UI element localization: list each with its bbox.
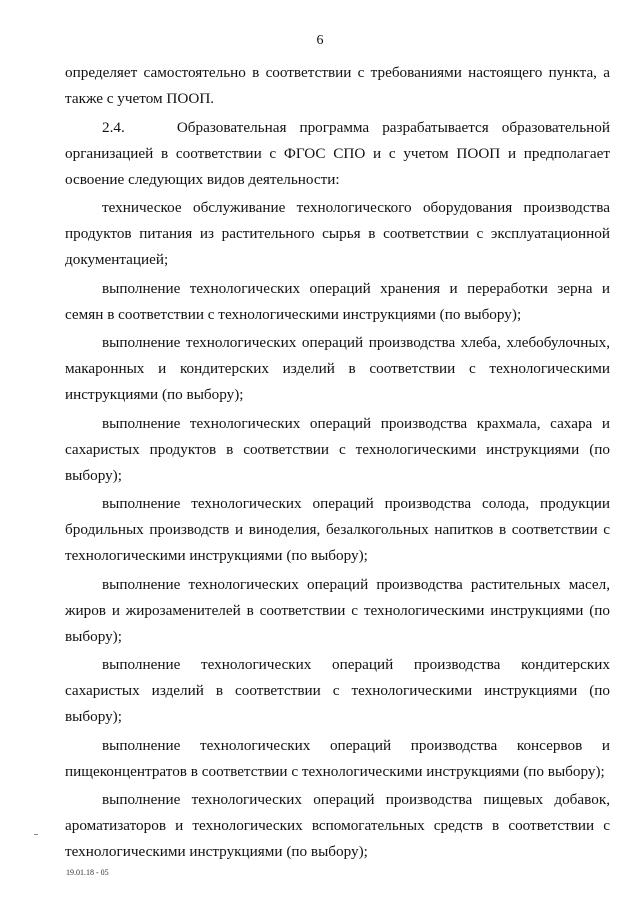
paragraph-3: техническое обслуживание технологического оборудования производства продуктов питания из растительного сырья в соответствии с эксплуатационной документацией; (65, 199, 610, 268)
paragraph-6: выполнение технологических операций производства крахмала, сахара и сахаристых продуктов в соответствии с технологическими инструкциями (по выбору); (65, 414, 610, 484)
paragraph-8: выполнение технологических операций производства растительных масел, жиров и жирозаменителей в соответствии с технологическими инструкциями (по выбору); (65, 575, 610, 645)
paragraph-9: выполнение технологических операций производства кондитерских сахаристых изделий в соответствии с технологическими инструкциями (по выбору); (65, 656, 610, 725)
paragraph-7: выполнение технологических операций производства солода, продукции бродильных производств и виноделия, безалкогольных напитков в соответствии с технологическими инструкциями (по выбору); (65, 495, 610, 564)
paragraph-5: выполнение технологических операций производства хлеба, хлебобулочных, макаронных и кондитерских изделий в соответствии с технологическими инструкциями (по выбору); (65, 334, 610, 403)
margin-mark (34, 834, 38, 835)
paragraph-10: выполнение технологических операций производства консервов и пищеконцентратов в соответствии с технологическими инструкциями (по выбору); (65, 736, 610, 780)
footer-code: 19.01.18 - 05 (66, 868, 109, 877)
page-number: 6 (316, 33, 324, 48)
paragraph-4: выполнение технологических операций хранения и переработки зерна и семян в соответствии с технологическими инструкциями (по выбору); (65, 279, 610, 323)
document-body (65, 60, 610, 868)
paragraph-2: 2.4. Образовательная программа разрабатывается образовательной организацией в соответствии с ФГОС СПО и с учетом ПООП и предполагает освоение следующих видов деятельности: (65, 118, 610, 188)
paragraph-1: определяет самостоятельно в соответствии с требованиями настоящего пункта, а также с учетом ПООП. (65, 64, 610, 107)
paragraph-11: выполнение технологических операций производства пищевых добавок, ароматизаторов и технологических вспомогательных средств в соответствии с технологическими инструкциями (по выбору); (65, 791, 610, 860)
